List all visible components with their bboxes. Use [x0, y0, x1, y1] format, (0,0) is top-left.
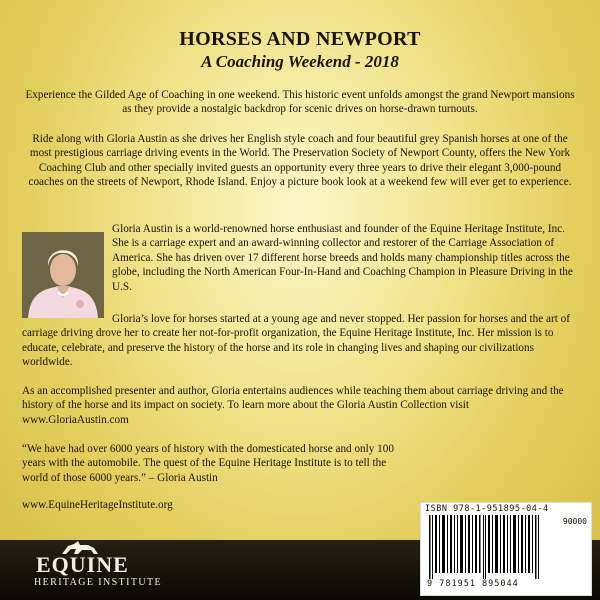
- logo-subtitle: HERITAGE INSTITUTE: [34, 577, 162, 588]
- barcode: [420, 502, 592, 596]
- author-bio-paragraph: Gloria Austin is a world-renowned horse enthusiast and founder of the Equine Heritage Institute, Inc. She is a carriage expert and an award-winning collector and restorer of the Carriage Association of America. She has driven over 17 different horse breeds and holds many championship titles across the globe, including the North American Four-In-Hand and Coaching Champion in Pleasure Driving in the U.S.: [112, 223, 573, 293]
- book-subtitle: A Coaching Weekend - 2018: [201, 52, 399, 71]
- author-quote: “We have had over 6000 years of history with the domesticated horse and only 100 years with the automobile. The quest of the Equine Heritage Institute is to tell the world of those 6000 years.” – Gloria Austin: [22, 443, 394, 484]
- barcode-number: 9 781951 895044: [427, 579, 519, 589]
- isbn-text: ISBN 978-1-951895-04-4: [425, 504, 549, 514]
- intro-paragraph: Experience the Gilded Age of Coaching in one weekend. This historic event unfolds amongst the grand Newport mansions as they provide a nostalgic backdrop for scenic drives on horse-drawn turnouts.: [25, 89, 575, 116]
- book-title: HORSES AND NEWPORT: [179, 28, 421, 50]
- price-code: 90000: [562, 517, 587, 526]
- author-photo: [22, 232, 104, 318]
- website-link: www.EquineHeritageInstitute.org: [22, 499, 173, 511]
- ride-along-paragraph: Ride along with Gloria Austin as she drives her English style coach and four beautiful grey Spanish horses at one of the most prestigious carriage driving events in the World. The Preservation Society of Newport County, offers the New York Coaching Club and other specially invited guests an opportunity every three years to drive their elegant 3,000-pound coaches on the streets of Newport, Rhode Island. Enjoy a picture book look at a weekend few will ever get to experience.: [28, 133, 572, 189]
- logo-wordmark: EQUINE: [36, 552, 129, 577]
- author-passion-paragraph: Gloria’s love for horses started at a young age and never stopped. Her passion for horses and the art of carriage driving drove her to create her not-for-profit organization, the Equine Heritage Institute, Inc. Her mission is to educate, celebrate, and preserve the history of the horse and its role in changing lives and shaping our civilizations worldwide.: [22, 313, 570, 369]
- barcode-bars-icon: [429, 515, 549, 579]
- author-presenter-paragraph: As an accomplished presenter and author, Gloria entertains audiences while teaching them about carriage driving and the history of the horse and its impact on society. To learn more about the Gloria Austin Collection visit www.GloriaAustin.com: [22, 385, 564, 426]
